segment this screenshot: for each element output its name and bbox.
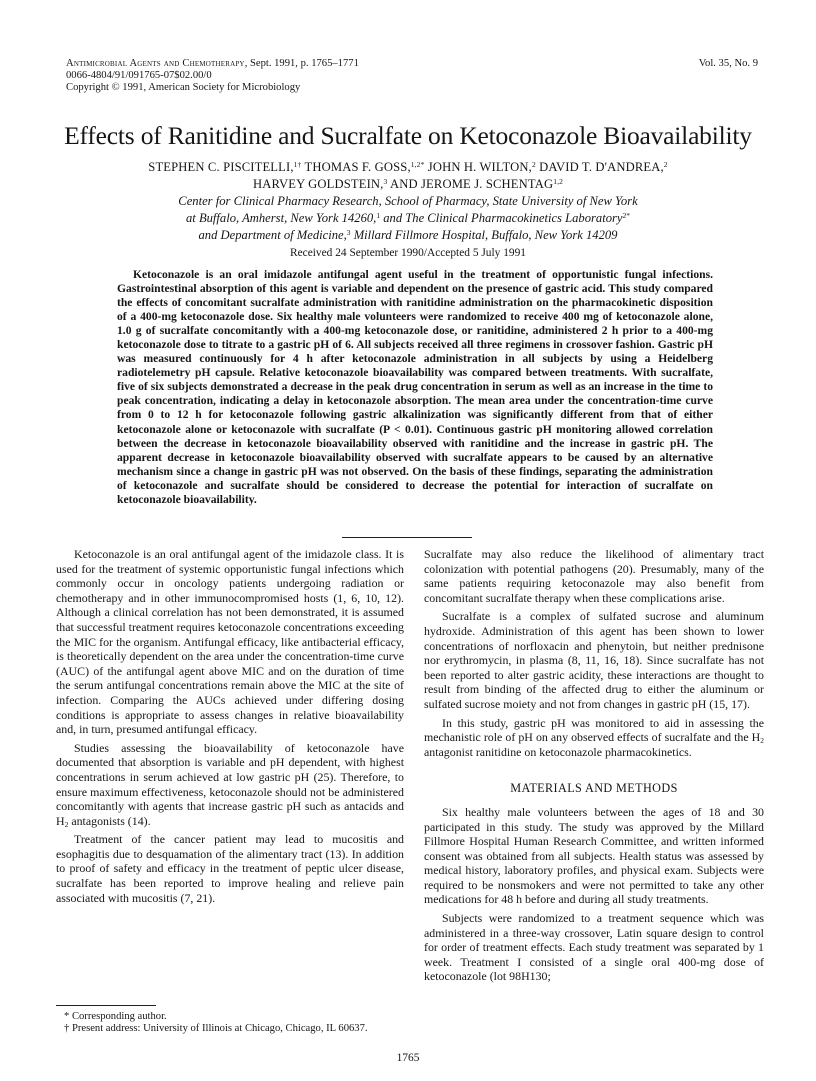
section-heading: MATERIALS AND METHODS	[510, 781, 678, 796]
paragraph: Ketoconazole is an oral antifungal agent of the imidazole class. It is used for the treatment of systemic opportunistic fungal infections which commonly occur in oncology patients undergoing radiation or chemotherapy and in other immunocompromised hosts (1, 6, 10, 12). Although a clinical correlation has not been demonstrated, it is assumed that successful treatment requires ketoconazole concentrations exceeding the MIC for the organism. Antifungal efficacy, like antibacterial efficacy, is theoretically dependent on the area under the concentration-time curve (AUC) of the antifungal agent above MIC and on the duration of time the serum antifungal concentrations remain above the MIC at the site of infection. Comparing the AUCs achieved under differing dosing conditions is appropriate to assess changes in relative bioavailability and, in turn, presumed antifungal efficacy.	[56, 547, 404, 737]
affiliation-text: and Department of Medicine,	[198, 228, 347, 243]
code-line: 0066-4804/91/091765-07$02.00/0	[66, 70, 212, 81]
affiliation-mark: 1	[376, 211, 381, 221]
journal-name: Antimicrobial Agents and Chemotherapy	[66, 58, 245, 69]
paragraph: Six healthy male volunteers between the ages of 18 and 30 participated in this study. The study was approved by the Millard Fillmore Hospital Human Research Committee, and written informed consent was obtained from all subjects. Health status was assessed by medical history, laboratory profiles, and physical exam. Subjects were required to be nonsmokers and were not permitted to take any other medications for 48 h before and during all study treatments.	[424, 804, 764, 907]
author-affiliation-mark: 1†	[293, 160, 302, 169]
left-column	[56, 547, 404, 905]
paragraph: Treatment of the cancer patient may lead to mucositis and esophagitis due to desquamation of the alimentary tract (13). In addition to proof of safety and efficacy in the treatment of peptic ulcer disease, sucralfate has been reported to improve healing and relieve pain associated with mucositis (7, 21).	[56, 832, 404, 905]
author-name: HARVEY GOLDSTEIN,	[252, 177, 384, 191]
copyright-line: Copyright © 1991, American Society for Microbiology	[66, 82, 301, 93]
paragraph-text: Studies assessing the bioavailability of ketoconazole have documented that absorption is variable and pH dependent, with highest concentrations in serum achieved at low gastric pH (25). Therefore, to ensure maximum effectiveness, ketoconazole should not be administered concomitantly with agents that increase gastric pH such as antacids and H	[56, 740, 404, 828]
affiliation-mark: 2*	[622, 211, 630, 221]
footnote: † Present address: University of Illinois at Chicago, Chicago, IL 60637.	[64, 1023, 368, 1035]
paragraph: Subjects were randomized to a treatment sequence which was administered in a three-way crossover, Latin square design to control for order of treatment effects. Each study treatment was separated by 1 week. Treatment I consisted of a single oral 400-mg dose of ketoconazole (lot 98H130;	[424, 911, 764, 984]
author-line-1	[0, 160, 816, 176]
subscript: 2	[64, 819, 69, 829]
affiliations	[0, 193, 816, 245]
author-affiliation-mark: 1,2	[553, 177, 564, 186]
paragraph	[56, 741, 404, 829]
paragraph: Sucralfate may also reduce the likelihood of alimentary tract colonization with potential pathogens (20). Presumably, many of the same patients requiring ketoconazole may also benefit from concomitant sucralfate therapy when these complications arise.	[424, 547, 764, 605]
journal-line	[66, 58, 756, 70]
author-name: AND JEROME J. SCHENTAG	[387, 177, 554, 191]
issue-info: , Sept. 1991, p. 1765–1771	[244, 58, 359, 69]
paragraph-text: antagonists (14).	[68, 813, 151, 828]
author-affiliation-mark: 1,2*	[410, 160, 425, 169]
footnote: * Corresponding author.	[64, 1011, 167, 1022]
section-divider	[342, 537, 472, 538]
right-column	[424, 547, 764, 984]
subscript: 2	[760, 736, 764, 746]
footnotes	[56, 1011, 404, 1036]
author-affiliation-mark: 2	[531, 160, 536, 169]
paragraph-text: In this study, gastric pH was monitored to aid in assessing the mechanistic role of pH on any observed effects of sucralfate and the H	[424, 715, 764, 745]
author-affiliation-mark: 3	[383, 177, 388, 186]
affiliation-mark: 3	[346, 228, 351, 238]
received-date: Received 24 September 1990/Accepted 5 July 1991	[290, 247, 526, 259]
affiliation-text: and The Clinical Pharmacokinetics Laboratory	[380, 211, 623, 226]
author-name: DAVID T. D'ANDREA,	[535, 160, 664, 174]
article-title: Effects of Ranitidine and Sucralfate on Ketoconazole Bioavailability	[64, 121, 752, 150]
author-affiliation-mark: 2	[663, 160, 668, 169]
author-name: THOMAS F. GOSS,	[301, 160, 411, 174]
author-line-2	[0, 177, 816, 193]
affiliation-line: Center for Clinical Pharmacy Research, School of Pharmacy, State University of New York	[178, 194, 638, 208]
paragraph	[424, 716, 764, 760]
footnote-divider	[56, 1005, 156, 1006]
affiliation-line	[0, 210, 816, 227]
affiliation-line	[0, 227, 816, 244]
paragraph: Sucralfate is a complex of sulfated sucrose and aluminum hydroxide. Administration of this agent has been shown to lower concentrations of norfloxacin and phenytoin, but neither prednisone nor erythromycin, in plasma (8, 11, 16, 18). Since sucralfate has not been reported to alter gastric acidity, these interactions are thought to result from binding of the affected drug to either the aluminum or sulfated sucrose moiety and not from changes in gastric pH (15, 17).	[424, 609, 764, 711]
abstract-text: Ketoconazole is an oral imidazole antifungal agent useful in the treatment of opportunistic fungal infections. Gastrointestinal absorption of this agent is variable and dependent on the presence of gastric acid. This study compared the effects of concomitant sucralfate administration with ranitidine administration on the pharmacokinetic disposition of a 400-mg ketoconazole dose. Six healthy male volunteers were randomized to receive 400 mg of ketoconazole alone, 1.0 g of sucralfate concomitantly with a 400-mg ketoconazole dose, or ranitidine, administered 2 h prior to a 400-mg ketoconazole dose to titrate to a gastric pH of 6. All subjects received all three regimens in crossover fashion. Gastric pH was measured continuously for 4 h after ketoconazole administration in all subjects by using a Heidelberg radiotelemetry pH capsule. Relative ketoconazole bioavailability was compared between treatments. With sucralfate, five of six subjects demonstrated a decrease in the peak drug concentration in serum as well as an increase in the time to peak concentration, indicating a delay in ketoconazole absorption. The mean area under the concentration-time curve from 0 to 12 h for ketoconazole following gastric alkalinization was significantly different from that of either ketoconazole alone or ketoconazole with sucralfate (P < 0.01). Continuous gastric pH monitoring allowed correlation between the decrease in ketoconazole bioavailability observed with ranitidine and the increase in gastric pH. The apparent decrease in ketoconazole bioavailability observed with sucralfate appears to be caused by an alternative mechanism since a change in gastric pH was not observed. On the basis of these findings, separating the administration of ketoconazole and sucralfate should be considered to decrease the potential for interaction of sucralfate on ketoconazole bioavailability.	[117, 268, 713, 506]
running-header	[66, 58, 756, 94]
affiliation-text: at Buffalo, Amherst, New York 14260,	[186, 211, 377, 226]
page-number: 1765	[396, 1052, 420, 1064]
author-name: STEPHEN C. PISCITELLI,	[148, 160, 294, 174]
author-name: JOHN H. WILTON,	[424, 160, 532, 174]
paragraph-text: antagonist ranitidine on ketoconazole pharmacokinetics.	[424, 744, 692, 759]
volume-info: Vol. 35, No. 9	[698, 58, 758, 69]
affiliation-text: Millard Fillmore Hospital, Buffalo, New York 14209	[350, 228, 618, 243]
abstract	[117, 268, 713, 507]
